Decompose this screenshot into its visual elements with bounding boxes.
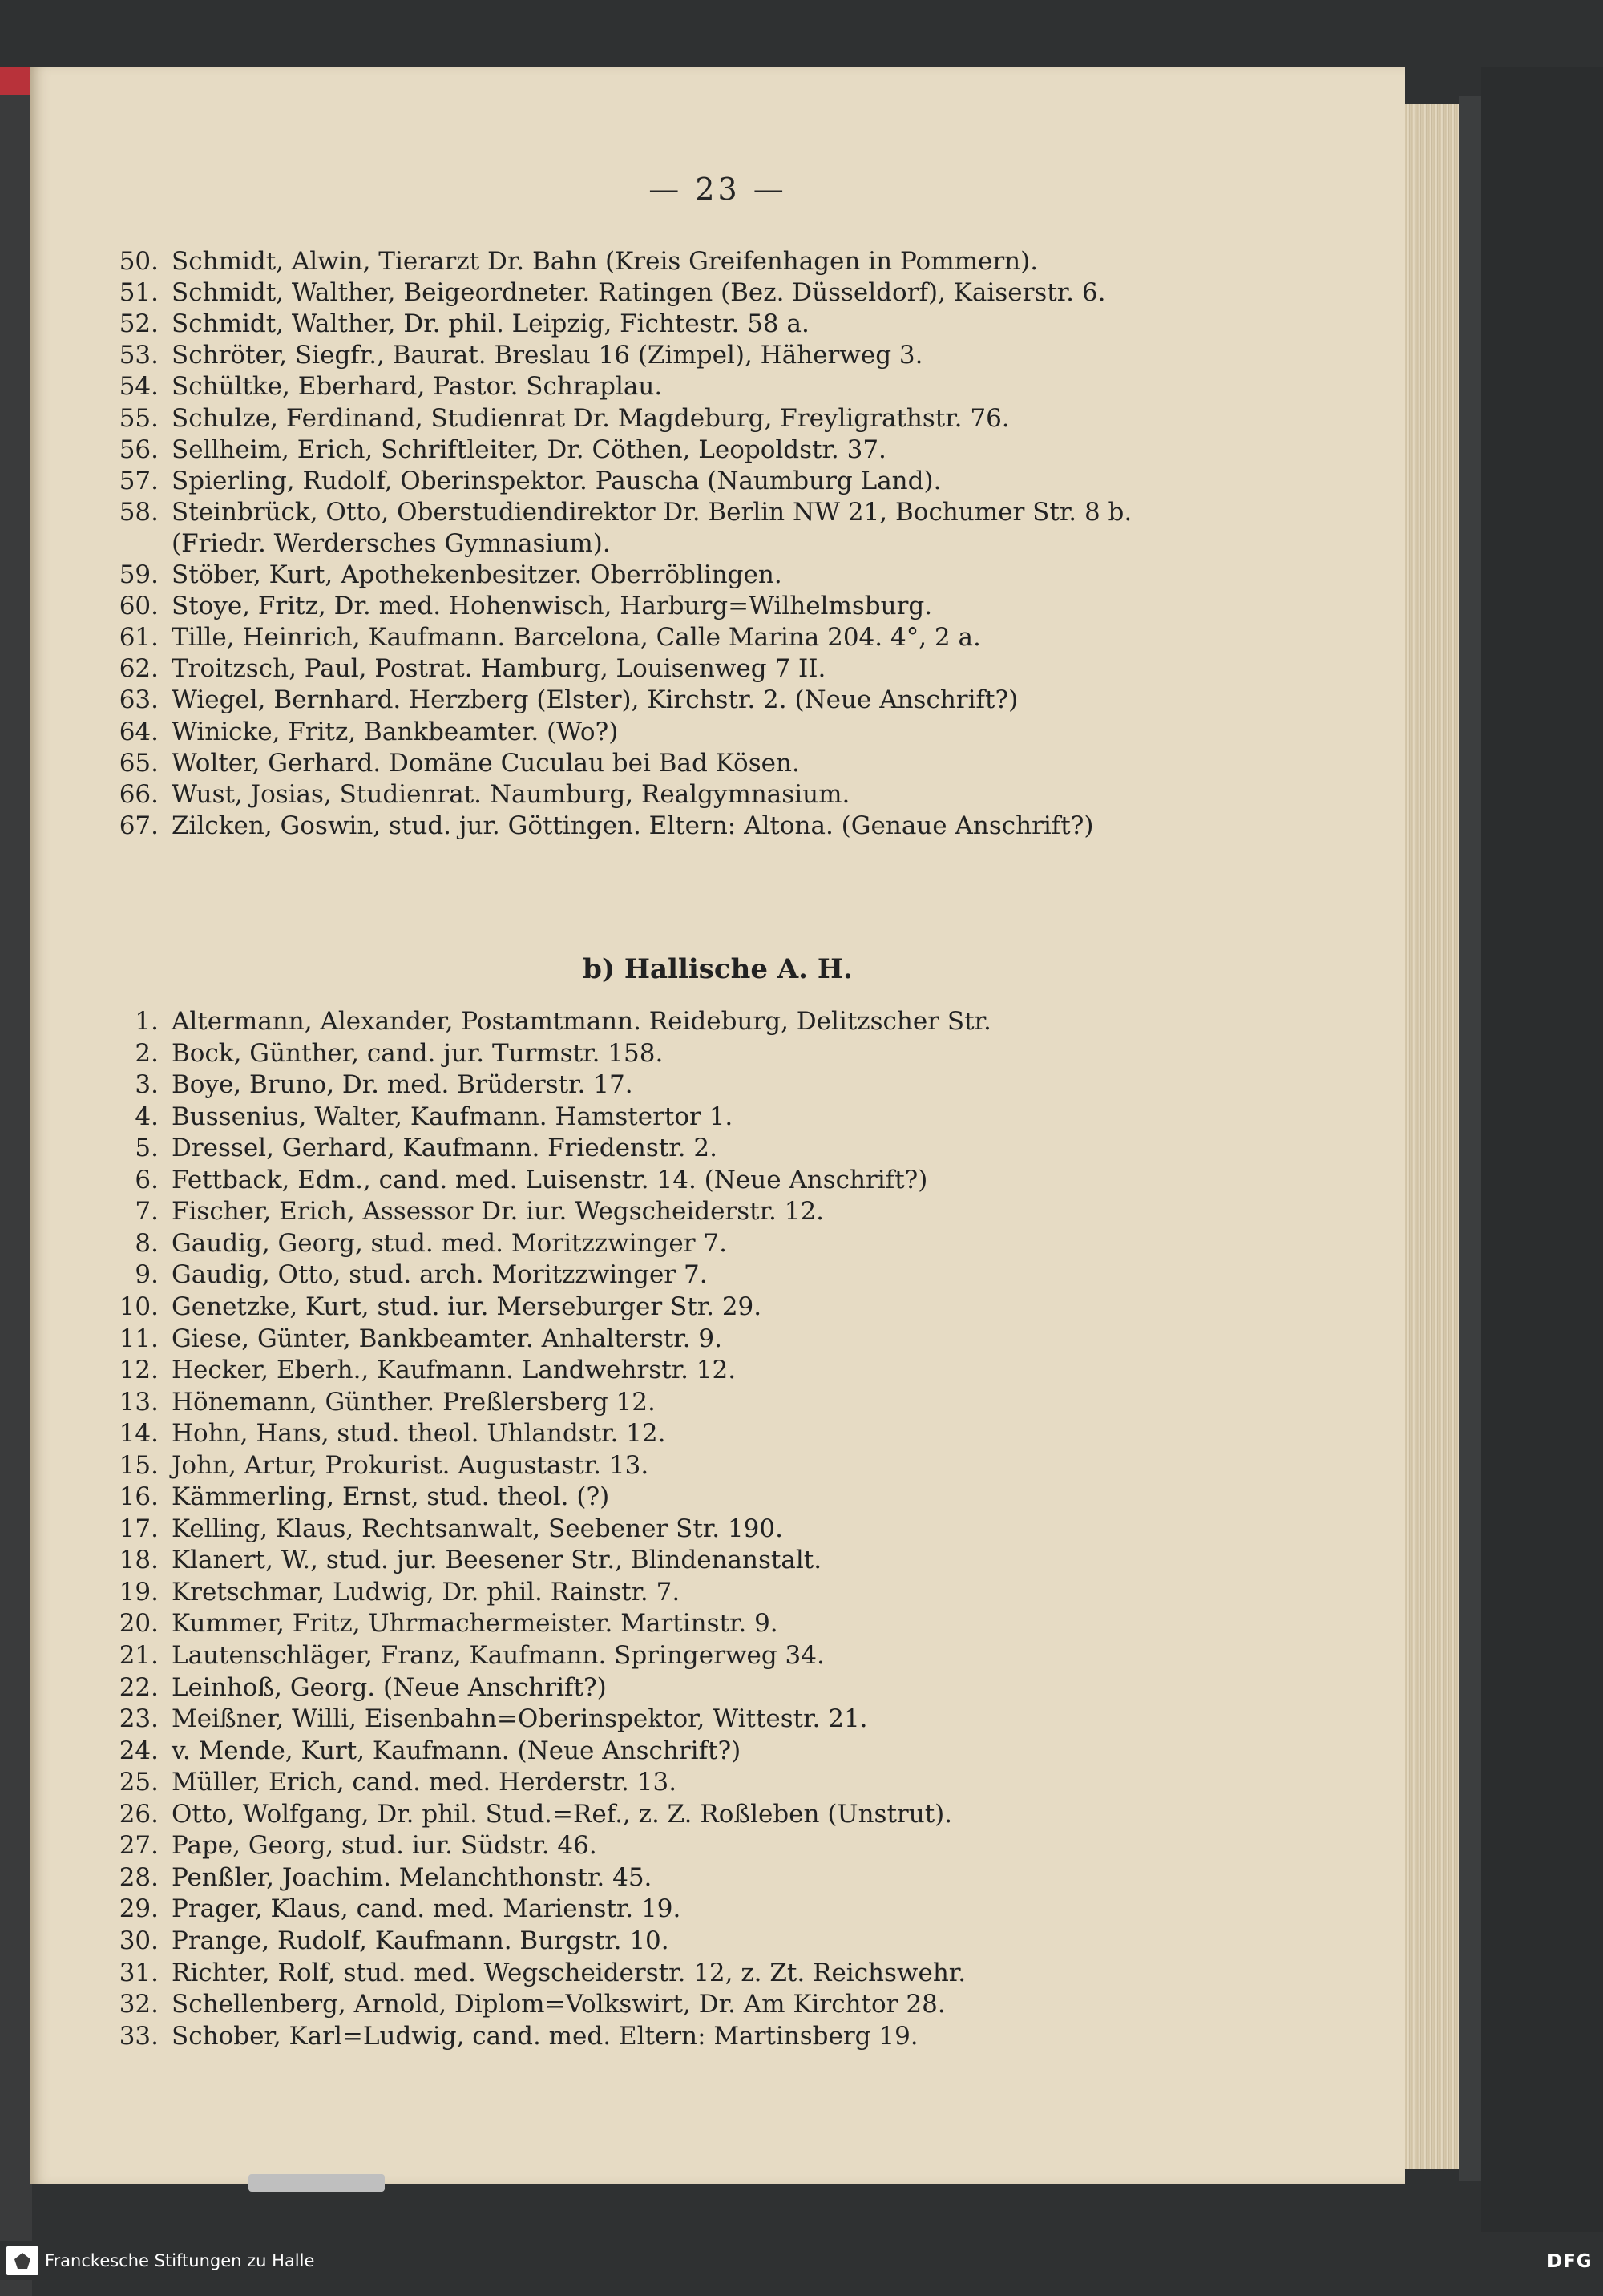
entry-text: (Friedr. Werdersches Gymnasium). [172, 528, 611, 558]
entry-text: Schröter, Siegfr., Baurat. Breslau 16 (Zimpel), Häherweg 3. [172, 341, 923, 370]
entry-number: 59. [119, 560, 159, 589]
entry-number: 20. [119, 1609, 159, 1639]
entry-text: Wolter, Gerhard. Domäne Cuculau bei Bad Kösen. [172, 748, 800, 778]
entry-number: 16. [119, 1482, 159, 1512]
entry-text: Leinhoß, Georg. (Neue Anschrift?) [172, 1672, 607, 1702]
entry-text: Giese, Günter, Bankbeamter. Anhalterstr. 9. [172, 1324, 723, 1353]
entry-text: Otto, Wolfgang, Dr. phil. Stud.=Ref., z. Z. Roßleben (Unstrut). [172, 1799, 953, 1829]
entry-text: Wust, Josias, Studienrat. Naumburg, Realgymnasium. [172, 779, 850, 809]
entry-number: 58. [119, 497, 159, 527]
entry-number: 2. [135, 1038, 159, 1068]
entry-text: Dressel, Gerhard, Kaufmann. Friedenstr. 2. [172, 1134, 717, 1163]
entry-number: 33. [119, 2021, 159, 2051]
entry-number: 66. [119, 779, 159, 809]
page-edge-shadow [1459, 96, 1481, 2181]
entry-text: Bussenius, Walter, Kaufmann. Hamstertor 1. [172, 1102, 733, 1131]
bookmark-ribbon [0, 67, 32, 95]
entry-number: 23. [119, 1704, 159, 1734]
entry-number: 64. [119, 717, 159, 746]
entry-number: 21. [119, 1641, 159, 1670]
entry-text: Spierling, Rudolf, Oberinspektor. Pauscha (Naumburg Land). [172, 466, 942, 495]
entry-text: Steinbrück, Otto, Oberstudiendirektor Dr. Berlin NW 21, Bochumer Str. 8 b. [172, 497, 1133, 527]
entry-number: 55. [119, 403, 159, 433]
entry-number: 17. [119, 1514, 159, 1543]
entry-text: Pape, Georg, stud. iur. Südstr. 46. [172, 1831, 597, 1861]
entry-text: Müller, Erich, cand. med. Herderstr. 13. [172, 1768, 677, 1797]
entry-number: 10. [119, 1292, 159, 1321]
entry-number: 52. [119, 309, 159, 339]
dfg-logo: DFG [1547, 2251, 1593, 2272]
entry-number: 53. [119, 341, 159, 370]
book-cover-right [1481, 67, 1603, 2232]
entry-text: Prange, Rudolf, Kaufmann. Burgstr. 10. [172, 1926, 669, 1955]
entry-text: Kämmerling, Ernst, stud. theol. (?) [172, 1482, 610, 1512]
page-number: — 23 — [648, 172, 787, 207]
entry-number: 14. [119, 1419, 159, 1449]
entry-number: 25. [119, 1768, 159, 1797]
entry-text: Schültke, Eberhard, Pastor. Schraplau. [172, 372, 663, 402]
scanner-clip [248, 2174, 385, 2192]
entry-number: 9. [135, 1260, 159, 1290]
entry-text: Schulze, Ferdinand, Studienrat Dr. Magdeburg, Freyligrathstr. 76. [172, 403, 1010, 433]
entry-text: Schellenberg, Arnold, Diplom=Volkswirt, Dr. Am Kirchtor 28. [172, 1990, 946, 2019]
entry-text: Sellheim, Erich, Schriftleiter, Dr. Cöthen, Leopoldstr. 37. [172, 435, 886, 464]
entry-number: 8. [135, 1228, 159, 1258]
entry-text: Schmidt, Walther, Dr. phil. Leipzig, Fichtestr. 58 a. [172, 309, 810, 339]
entry-text: Zilcken, Goswin, stud. jur. Göttingen. Eltern: Altona. (Genaue Anschrift?) [172, 810, 1094, 840]
entry-text: Kretschmar, Ludwig, Dr. phil. Rainstr. 7. [172, 1577, 680, 1607]
entry-text: Schmidt, Walther, Beigeordneter. Ratingen (Bez. Düsseldorf), Kaiserstr. 6. [172, 278, 1106, 308]
entry-text: Hohn, Hans, stud. theol. Uhlandstr. 12. [172, 1419, 666, 1449]
entry-text: Gaudig, Georg, stud. med. Moritzzwinger 7. [172, 1228, 727, 1258]
entry-number: 26. [119, 1799, 159, 1829]
entry-number: 24. [119, 1736, 159, 1765]
entry-number: 28. [119, 1862, 159, 1892]
entry-text: Wiegel, Bernhard. Herzberg (Elster), Kirchstr. 2. (Neue Anschrift?) [172, 685, 1019, 715]
entry-number: 12. [119, 1356, 159, 1385]
institution-logo-icon [6, 2246, 38, 2275]
entry-number: 54. [119, 372, 159, 402]
page-stack-edges [1399, 104, 1459, 2169]
entry-number: 29. [119, 1894, 159, 1924]
entry-text: John, Artur, Prokurist. Augustastr. 13. [172, 1450, 649, 1480]
entry-text: Schober, Karl=Ludwig, cand. med. Eltern: Martinsberg 19. [172, 2021, 919, 2051]
entry-number: 3. [135, 1070, 159, 1100]
entry-number: 22. [119, 1672, 159, 1702]
entry-text: Prager, Klaus, cand. med. Marienstr. 19. [172, 1894, 681, 1924]
entry-text: v. Mende, Kurt, Kaufmann. (Neue Anschrift?) [172, 1736, 741, 1765]
entry-number: 15. [119, 1450, 159, 1480]
entry-number: 18. [119, 1546, 159, 1575]
entry-text: Richter, Rolf, stud. med. Wegscheiderstr. 12, z. Zt. Reichswehr. [172, 1958, 967, 1987]
entry-text: Gaudig, Otto, stud. arch. Moritzzwinger 7. [172, 1260, 708, 1290]
entry-text: Stoye, Fritz, Dr. med. Hohenwisch, Harburg=Wilhelmsburg. [172, 592, 933, 621]
section-heading-hallische: b) Hallische A. H. [583, 953, 853, 985]
entry-text: Altermann, Alexander, Postamtmann. Reideburg, Delitzscher Str. [172, 1007, 991, 1036]
entry-number: 60. [119, 592, 159, 621]
entry-text: Kelling, Klaus, Rechtsanwalt, Seebener Str. 190. [172, 1514, 783, 1543]
entry-number: 13. [119, 1387, 159, 1417]
entry-text: Penßler, Joachim. Melanchthonstr. 45. [172, 1862, 652, 1892]
entry-number: 61. [119, 623, 159, 653]
entry-number: 27. [119, 1831, 159, 1861]
entry-text: Klanert, W., stud. jur. Beesener Str., Blindenanstalt. [172, 1546, 822, 1575]
entry-text: Bock, Günther, cand. jur. Turmstr. 158. [172, 1038, 664, 1068]
entry-text: Hecker, Eberh., Kaufmann. Landwehrstr. 12. [172, 1356, 737, 1385]
entry-number: 4. [135, 1102, 159, 1131]
entry-number: 5. [135, 1134, 159, 1163]
entry-number: 19. [119, 1577, 159, 1607]
entry-text: Winicke, Fritz, Bankbeamter. (Wo?) [172, 717, 619, 746]
entry-number: 56. [119, 435, 159, 464]
entry-number: 11. [119, 1324, 159, 1353]
entry-text: Fettback, Edm., cand. med. Luisenstr. 14. (Neue Anschrift?) [172, 1165, 928, 1194]
entry-text: Hönemann, Günther. Preßlersberg 12. [172, 1387, 656, 1417]
entry-text: Boye, Bruno, Dr. med. Brüderstr. 17. [172, 1070, 633, 1100]
entry-number: 62. [119, 654, 159, 684]
entry-number: 31. [119, 1958, 159, 1987]
entry-number: 30. [119, 1926, 159, 1955]
entry-text: Lautenschläger, Franz, Kaufmann. Springerweg 34. [172, 1641, 825, 1670]
entry-text: Kummer, Fritz, Uhrmachermeister. Martinstr. 9. [172, 1609, 778, 1639]
entry-number: 67. [119, 810, 159, 840]
entry-text: Tille, Heinrich, Kaufmann. Barcelona, Calle Marina 204. 4°, 2 a. [172, 623, 981, 653]
entry-text: Stöber, Kurt, Apothekenbesitzer. Oberröblingen. [172, 560, 782, 589]
book-cover-left [0, 67, 32, 2296]
entry-number: 51. [119, 278, 159, 308]
entry-text: Genetzke, Kurt, stud. iur. Merseburger Str. 29. [172, 1292, 762, 1321]
entry-number: 7. [135, 1197, 159, 1227]
scanned-page [30, 67, 1405, 2184]
entry-number: 65. [119, 748, 159, 778]
entry-number: 6. [135, 1165, 159, 1194]
entry-text: Troitzsch, Paul, Postrat. Hamburg, Louisenweg 7 II. [172, 654, 826, 684]
entry-number: 32. [119, 1990, 159, 2019]
entry-text: Meißner, Willi, Eisenbahn=Oberinspektor, Wittestr. 21. [172, 1704, 868, 1734]
entry-text: Fischer, Erich, Assessor Dr. iur. Wegscheiderstr. 12. [172, 1197, 825, 1227]
viewer-footer [0, 2241, 1603, 2280]
entry-number: 57. [119, 466, 159, 495]
entry-number: 50. [119, 247, 159, 276]
institution-label: Franckesche Stiftungen zu Halle [45, 2251, 315, 2270]
entry-number: 1. [135, 1007, 159, 1036]
entry-number: 63. [119, 685, 159, 715]
entry-text: Schmidt, Alwin, Tierarzt Dr. Bahn (Kreis Greifenhagen in Pommern). [172, 247, 1039, 276]
